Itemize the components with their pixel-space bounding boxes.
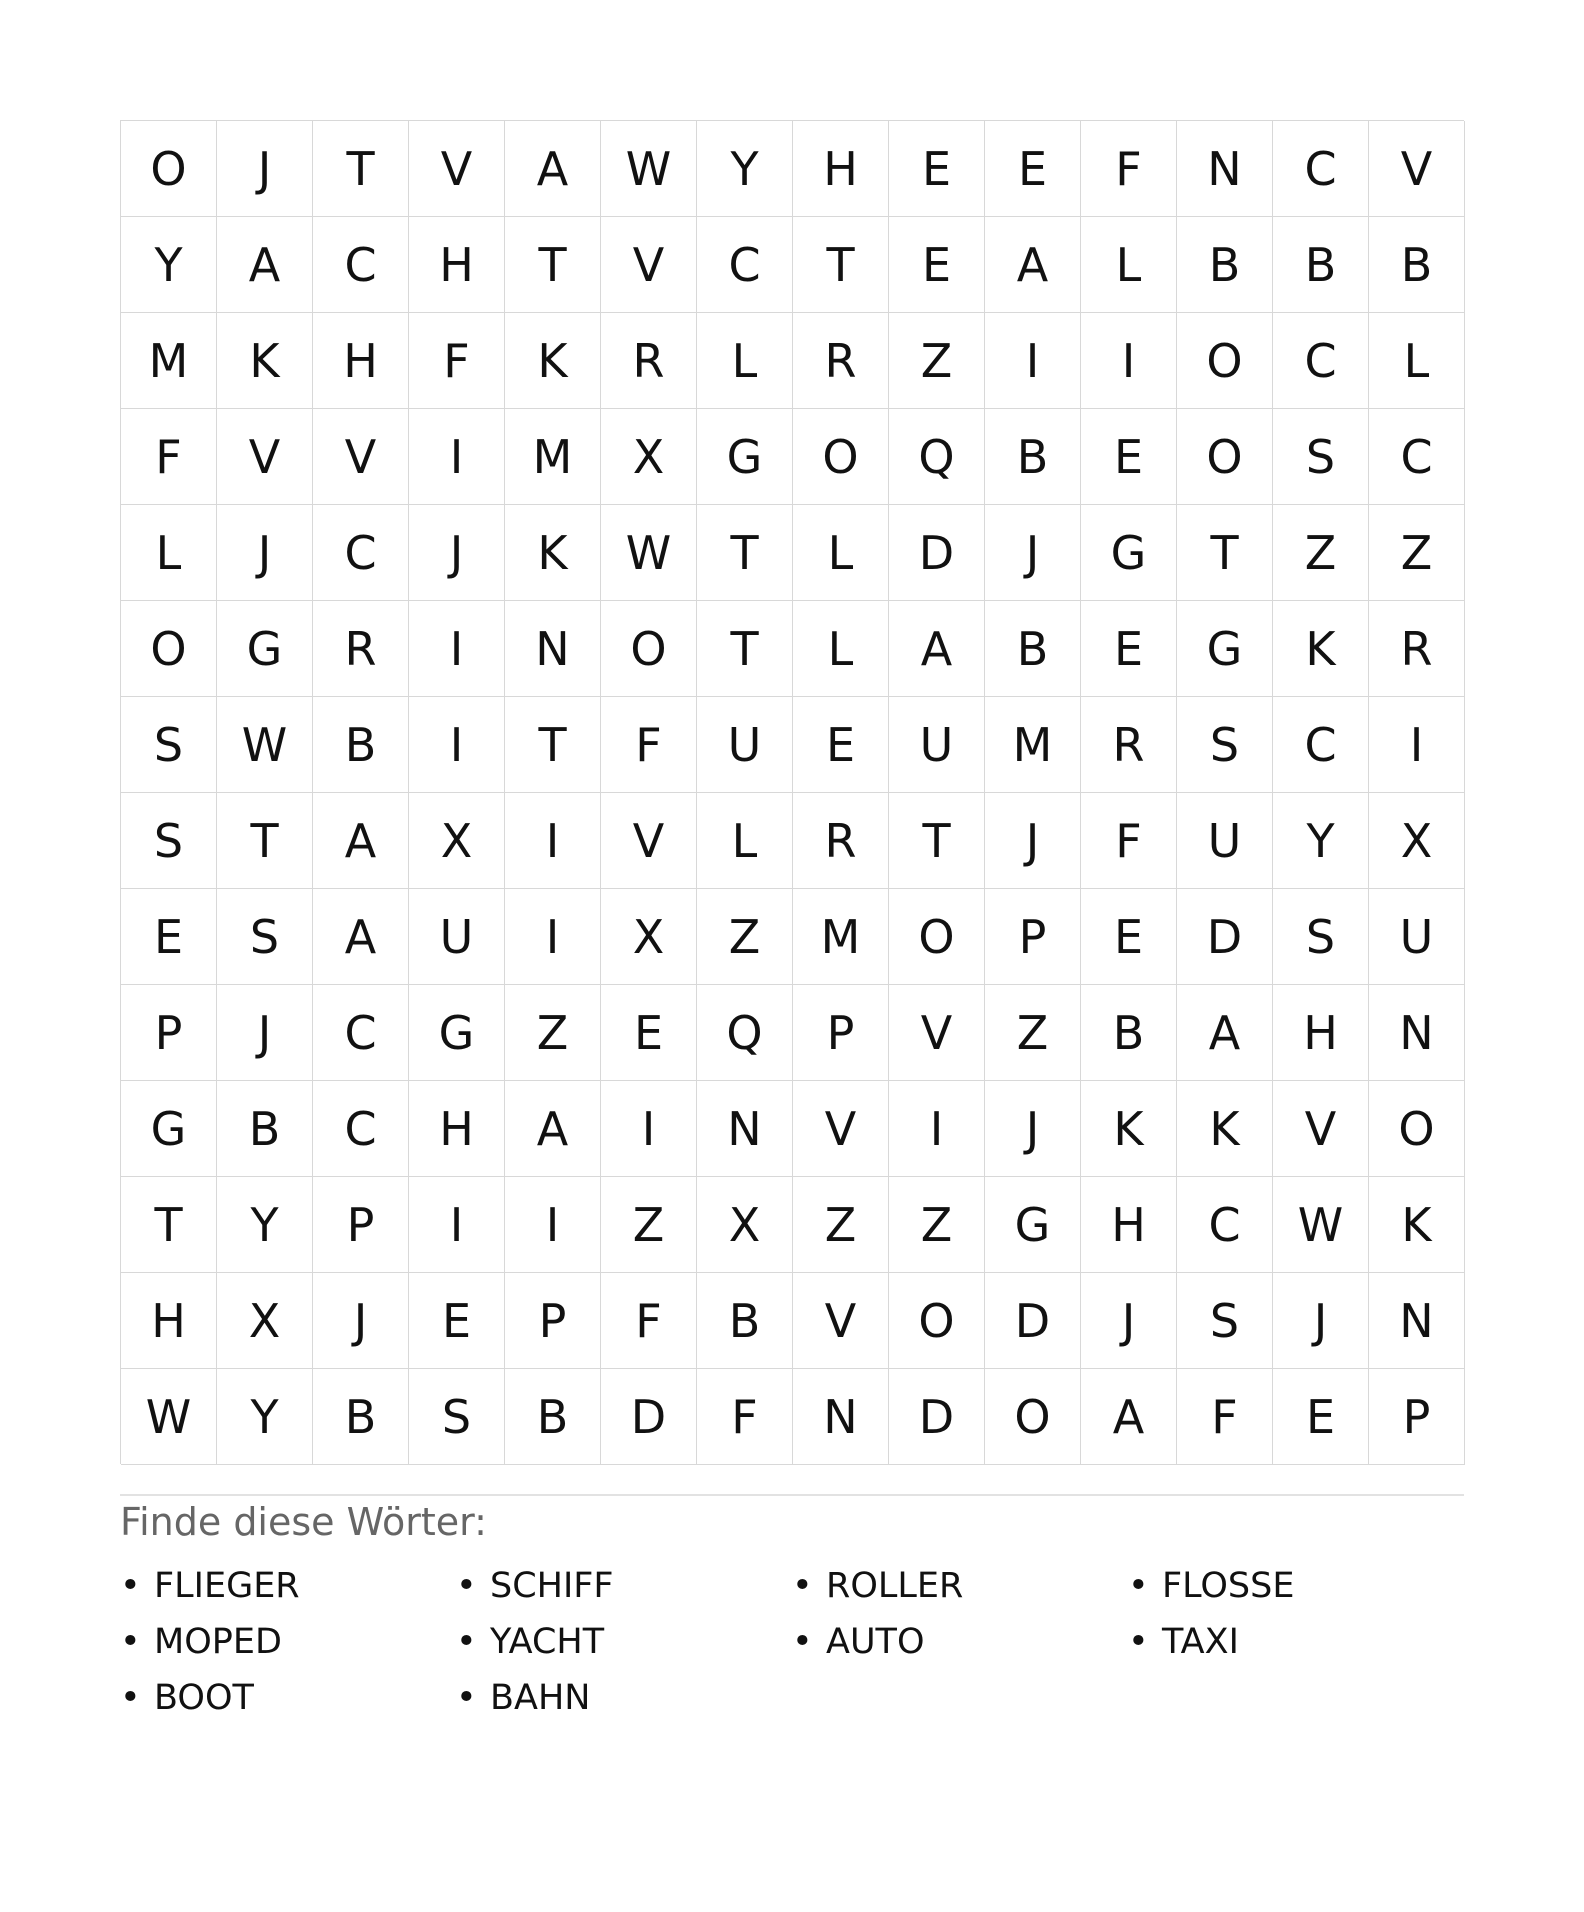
grid-cell[interactable]: E: [1081, 889, 1177, 985]
grid-cell[interactable]: D: [985, 1273, 1081, 1369]
grid-cell[interactable]: T: [313, 121, 409, 217]
grid-cell[interactable]: O: [889, 889, 985, 985]
grid-cell[interactable]: G: [1177, 601, 1273, 697]
grid-cell[interactable]: B: [505, 1369, 601, 1465]
grid-cell[interactable]: H: [409, 1081, 505, 1177]
grid-cell[interactable]: Y: [697, 121, 793, 217]
word-list-item: [456, 1614, 792, 1670]
grid-cell[interactable]: O: [985, 1369, 1081, 1465]
grid-cell[interactable]: R: [793, 793, 889, 889]
bullet-icon: •: [1128, 1566, 1149, 1606]
word-label: TAXI: [1162, 1622, 1239, 1662]
grid-cell[interactable]: L: [1081, 217, 1177, 313]
grid-cell[interactable]: X: [601, 889, 697, 985]
grid-cell[interactable]: E: [121, 889, 217, 985]
grid-cell[interactable]: C: [1177, 1177, 1273, 1273]
grid-cell[interactable]: V: [793, 1273, 889, 1369]
word-list-item: [120, 1670, 456, 1726]
grid-cell[interactable]: U: [1369, 889, 1465, 985]
grid-cell[interactable]: J: [409, 505, 505, 601]
grid-cell[interactable]: Y: [121, 217, 217, 313]
grid-cell[interactable]: X: [697, 1177, 793, 1273]
grid-cell[interactable]: J: [985, 505, 1081, 601]
grid-cell[interactable]: E: [889, 217, 985, 313]
grid-cell[interactable]: X: [601, 409, 697, 505]
grid-cell[interactable]: C: [313, 985, 409, 1081]
word-list: [120, 1558, 1464, 1726]
grid-cell[interactable]: F: [121, 409, 217, 505]
grid-cell[interactable]: B: [1081, 985, 1177, 1081]
grid-cell[interactable]: P: [505, 1273, 601, 1369]
grid-cell[interactable]: H: [313, 313, 409, 409]
grid-cell[interactable]: V: [1273, 1081, 1369, 1177]
grid-cell[interactable]: P: [313, 1177, 409, 1273]
word-label: YACHT: [490, 1622, 605, 1662]
grid-cell[interactable]: N: [1369, 1273, 1465, 1369]
bullet-icon: •: [120, 1566, 141, 1606]
grid-cell[interactable]: A: [217, 217, 313, 313]
grid-cell[interactable]: B: [1369, 217, 1465, 313]
bullet-icon: •: [792, 1566, 813, 1606]
grid-cell[interactable]: T: [1177, 505, 1273, 601]
grid-cell[interactable]: K: [1081, 1081, 1177, 1177]
grid-cell[interactable]: A: [505, 1081, 601, 1177]
word-list-item: [120, 1614, 456, 1670]
grid-cell[interactable]: K: [505, 505, 601, 601]
grid-cell[interactable]: V: [1369, 121, 1465, 217]
word-list-item: [456, 1670, 792, 1726]
grid-cell[interactable]: O: [121, 601, 217, 697]
grid-cell[interactable]: N: [505, 601, 601, 697]
grid-cell[interactable]: H: [1081, 1177, 1177, 1273]
grid-cell[interactable]: S: [1273, 409, 1369, 505]
grid-cell[interactable]: B: [1273, 217, 1369, 313]
grid-cell[interactable]: Q: [697, 985, 793, 1081]
grid-cell[interactable]: I: [409, 697, 505, 793]
grid-cell[interactable]: U: [409, 889, 505, 985]
grid-cell[interactable]: C: [697, 217, 793, 313]
grid-cell[interactable]: C: [313, 505, 409, 601]
grid-cell[interactable]: F: [409, 313, 505, 409]
grid-cell[interactable]: V: [889, 985, 985, 1081]
grid-cell[interactable]: R: [793, 313, 889, 409]
grid-cell[interactable]: I: [409, 409, 505, 505]
grid-cell[interactable]: Q: [889, 409, 985, 505]
grid-cell[interactable]: X: [409, 793, 505, 889]
grid-cell[interactable]: G: [1081, 505, 1177, 601]
grid-cell[interactable]: I: [985, 313, 1081, 409]
grid-cell[interactable]: C: [1273, 121, 1369, 217]
bullet-icon: •: [456, 1566, 477, 1606]
grid-cell[interactable]: A: [985, 217, 1081, 313]
grid-cell[interactable]: U: [1177, 793, 1273, 889]
grid-cell[interactable]: H: [793, 121, 889, 217]
grid-cell[interactable]: V: [313, 409, 409, 505]
grid-cell[interactable]: I: [601, 1081, 697, 1177]
grid-cell[interactable]: T: [505, 697, 601, 793]
grid-cell[interactable]: E: [793, 697, 889, 793]
grid-cell[interactable]: F: [601, 1273, 697, 1369]
grid-cell[interactable]: I: [409, 1177, 505, 1273]
grid-cell[interactable]: Z: [697, 889, 793, 985]
grid-cell[interactable]: T: [217, 793, 313, 889]
grid-cell[interactable]: O: [601, 601, 697, 697]
grid-cell[interactable]: B: [313, 1369, 409, 1465]
grid-cell[interactable]: T: [697, 601, 793, 697]
grid-cell[interactable]: W: [1273, 1177, 1369, 1273]
grid-cell[interactable]: O: [793, 409, 889, 505]
grid-cell[interactable]: D: [889, 1369, 985, 1465]
grid-cell[interactable]: O: [889, 1273, 985, 1369]
word-list-heading: Finde diese Wörter:: [120, 1500, 487, 1544]
grid-cell[interactable]: A: [505, 121, 601, 217]
grid-cell[interactable]: N: [793, 1369, 889, 1465]
grid-cell[interactable]: I: [1081, 313, 1177, 409]
grid-cell[interactable]: T: [505, 217, 601, 313]
grid-cell[interactable]: B: [697, 1273, 793, 1369]
grid-cell[interactable]: E: [889, 121, 985, 217]
grid-cell[interactable]: C: [1369, 409, 1465, 505]
grid-cell[interactable]: L: [1369, 313, 1465, 409]
grid-cell[interactable]: J: [217, 121, 313, 217]
word-list-item: [456, 1558, 792, 1614]
grid-cell[interactable]: M: [505, 409, 601, 505]
grid-cell[interactable]: W: [601, 121, 697, 217]
grid-cell[interactable]: Y: [217, 1177, 313, 1273]
grid-cell[interactable]: K: [1177, 1081, 1273, 1177]
grid-cell[interactable]: L: [793, 505, 889, 601]
grid-cell[interactable]: N: [1177, 121, 1273, 217]
grid-cell[interactable]: O: [121, 121, 217, 217]
grid-cell[interactable]: J: [985, 793, 1081, 889]
grid-cell[interactable]: U: [697, 697, 793, 793]
letter-grid: [120, 120, 1464, 1464]
grid-cell[interactable]: K: [1273, 601, 1369, 697]
grid-cell[interactable]: S: [1177, 1273, 1273, 1369]
grid-cell[interactable]: B: [1177, 217, 1273, 313]
grid-cell[interactable]: P: [793, 985, 889, 1081]
grid-cell[interactable]: G: [985, 1177, 1081, 1273]
word-label: SCHIFF: [490, 1566, 614, 1606]
grid-cell[interactable]: T: [889, 793, 985, 889]
grid-cell[interactable]: E: [409, 1273, 505, 1369]
grid-cell[interactable]: T: [697, 505, 793, 601]
grid-cell[interactable]: B: [985, 601, 1081, 697]
grid-cell[interactable]: R: [1081, 697, 1177, 793]
grid-cell[interactable]: W: [601, 505, 697, 601]
grid-cell[interactable]: J: [985, 1081, 1081, 1177]
grid-cell[interactable]: R: [601, 313, 697, 409]
grid-cell[interactable]: H: [1273, 985, 1369, 1081]
grid-cell[interactable]: I: [1369, 697, 1465, 793]
grid-cell[interactable]: S: [1177, 697, 1273, 793]
word-list-item: [792, 1558, 1128, 1614]
grid-cell[interactable]: E: [1081, 409, 1177, 505]
grid-cell[interactable]: A: [1081, 1369, 1177, 1465]
grid-cell[interactable]: V: [217, 409, 313, 505]
grid-cell[interactable]: S: [121, 793, 217, 889]
word-list-item: [1128, 1558, 1464, 1614]
grid-cell[interactable]: E: [601, 985, 697, 1081]
grid-cell[interactable]: Y: [217, 1369, 313, 1465]
grid-cell[interactable]: L: [793, 601, 889, 697]
word-label: BOOT: [154, 1678, 254, 1718]
grid-cell[interactable]: S: [409, 1369, 505, 1465]
word-label: FLIEGER: [154, 1566, 300, 1606]
grid-cell[interactable]: J: [1273, 1273, 1369, 1369]
word-label: BAHN: [490, 1678, 591, 1718]
grid-cell[interactable]: A: [313, 793, 409, 889]
bullet-icon: •: [120, 1622, 141, 1662]
grid-cell[interactable]: N: [1369, 985, 1465, 1081]
word-list-item: [1128, 1614, 1464, 1670]
bullet-icon: •: [120, 1678, 141, 1718]
grid-cell[interactable]: S: [217, 889, 313, 985]
grid-cell[interactable]: R: [313, 601, 409, 697]
grid-cell[interactable]: V: [601, 217, 697, 313]
bullet-icon: •: [792, 1622, 813, 1662]
divider: [120, 1494, 1464, 1496]
grid-cell[interactable]: A: [313, 889, 409, 985]
grid-cell[interactable]: G: [697, 409, 793, 505]
grid-cell[interactable]: I: [505, 889, 601, 985]
bullet-icon: •: [456, 1622, 477, 1662]
grid-cell[interactable]: C: [313, 217, 409, 313]
grid-cell[interactable]: U: [889, 697, 985, 793]
grid-cell[interactable]: Z: [889, 1177, 985, 1273]
grid-cell[interactable]: O: [1177, 313, 1273, 409]
grid-cell[interactable]: L: [121, 505, 217, 601]
grid-cell[interactable]: C: [313, 1081, 409, 1177]
grid-cell[interactable]: B: [313, 697, 409, 793]
grid-cell[interactable]: F: [601, 697, 697, 793]
grid-cell[interactable]: Z: [793, 1177, 889, 1273]
grid-cell[interactable]: A: [889, 601, 985, 697]
grid-cell[interactable]: C: [1273, 697, 1369, 793]
grid-cell[interactable]: S: [121, 697, 217, 793]
word-list-item: [120, 1558, 456, 1614]
grid-cell[interactable]: B: [985, 409, 1081, 505]
grid-cell[interactable]: I: [505, 1177, 601, 1273]
grid-cell[interactable]: F: [1081, 121, 1177, 217]
grid-cell[interactable]: P: [121, 985, 217, 1081]
grid-cell[interactable]: Z: [601, 1177, 697, 1273]
grid-cell[interactable]: K: [1369, 1177, 1465, 1273]
grid-cell[interactable]: H: [409, 217, 505, 313]
grid-cell[interactable]: L: [697, 313, 793, 409]
bullet-icon: •: [456, 1678, 477, 1718]
grid-cell[interactable]: A: [1177, 985, 1273, 1081]
grid-cell[interactable]: J: [1081, 1273, 1177, 1369]
grid-cell[interactable]: L: [697, 793, 793, 889]
grid-cell[interactable]: F: [697, 1369, 793, 1465]
grid-cell[interactable]: I: [505, 793, 601, 889]
grid-cell[interactable]: I: [409, 601, 505, 697]
grid-cell[interactable]: V: [793, 1081, 889, 1177]
grid-cell[interactable]: J: [217, 505, 313, 601]
word-label: AUTO: [826, 1622, 925, 1662]
word-label: MOPED: [154, 1622, 282, 1662]
grid-cell[interactable]: E: [1273, 1369, 1369, 1465]
grid-cell[interactable]: Z: [1273, 505, 1369, 601]
grid-cell[interactable]: E: [985, 121, 1081, 217]
word-label: FLOSSE: [1162, 1566, 1295, 1606]
grid-cell[interactable]: X: [1369, 793, 1465, 889]
grid-cell[interactable]: Y: [1273, 793, 1369, 889]
grid-cell[interactable]: V: [601, 793, 697, 889]
grid-cell[interactable]: B: [217, 1081, 313, 1177]
bullet-icon: •: [1128, 1622, 1149, 1662]
grid-cell[interactable]: C: [1273, 313, 1369, 409]
grid-cell[interactable]: E: [1081, 601, 1177, 697]
grid-cell[interactable]: Z: [985, 985, 1081, 1081]
grid-cell[interactable]: D: [1177, 889, 1273, 985]
grid-cell[interactable]: M: [985, 697, 1081, 793]
grid-cell[interactable]: M: [793, 889, 889, 985]
grid-cell[interactable]: D: [601, 1369, 697, 1465]
grid-cell[interactable]: Z: [505, 985, 601, 1081]
grid-cell[interactable]: D: [889, 505, 985, 601]
grid-cell[interactable]: W: [121, 1369, 217, 1465]
grid-cell[interactable]: V: [409, 121, 505, 217]
grid-cell[interactable]: F: [1177, 1369, 1273, 1465]
grid-cell[interactable]: W: [217, 697, 313, 793]
grid-cell[interactable]: J: [313, 1273, 409, 1369]
word-label: ROLLER: [826, 1566, 964, 1606]
grid-cell[interactable]: P: [1369, 1369, 1465, 1465]
grid-cell[interactable]: K: [505, 313, 601, 409]
grid-cell[interactable]: O: [1369, 1081, 1465, 1177]
grid-cell[interactable]: S: [1273, 889, 1369, 985]
word-list-item: [792, 1614, 1128, 1670]
grid-cell[interactable]: T: [793, 217, 889, 313]
grid-cell[interactable]: G: [121, 1081, 217, 1177]
grid-cell[interactable]: F: [1081, 793, 1177, 889]
grid-cell[interactable]: O: [1177, 409, 1273, 505]
grid-cell[interactable]: J: [217, 985, 313, 1081]
grid-cell[interactable]: I: [889, 1081, 985, 1177]
grid-cell[interactable]: N: [697, 1081, 793, 1177]
grid-cell[interactable]: G: [409, 985, 505, 1081]
grid-cell[interactable]: Z: [1369, 505, 1465, 601]
grid-cell[interactable]: M: [121, 313, 217, 409]
grid-cell[interactable]: G: [217, 601, 313, 697]
grid-cell[interactable]: X: [217, 1273, 313, 1369]
grid-cell[interactable]: T: [121, 1177, 217, 1273]
grid-cell[interactable]: R: [1369, 601, 1465, 697]
grid-cell[interactable]: Z: [889, 313, 985, 409]
grid-cell[interactable]: P: [985, 889, 1081, 985]
grid-cell[interactable]: H: [121, 1273, 217, 1369]
grid-cell[interactable]: K: [217, 313, 313, 409]
